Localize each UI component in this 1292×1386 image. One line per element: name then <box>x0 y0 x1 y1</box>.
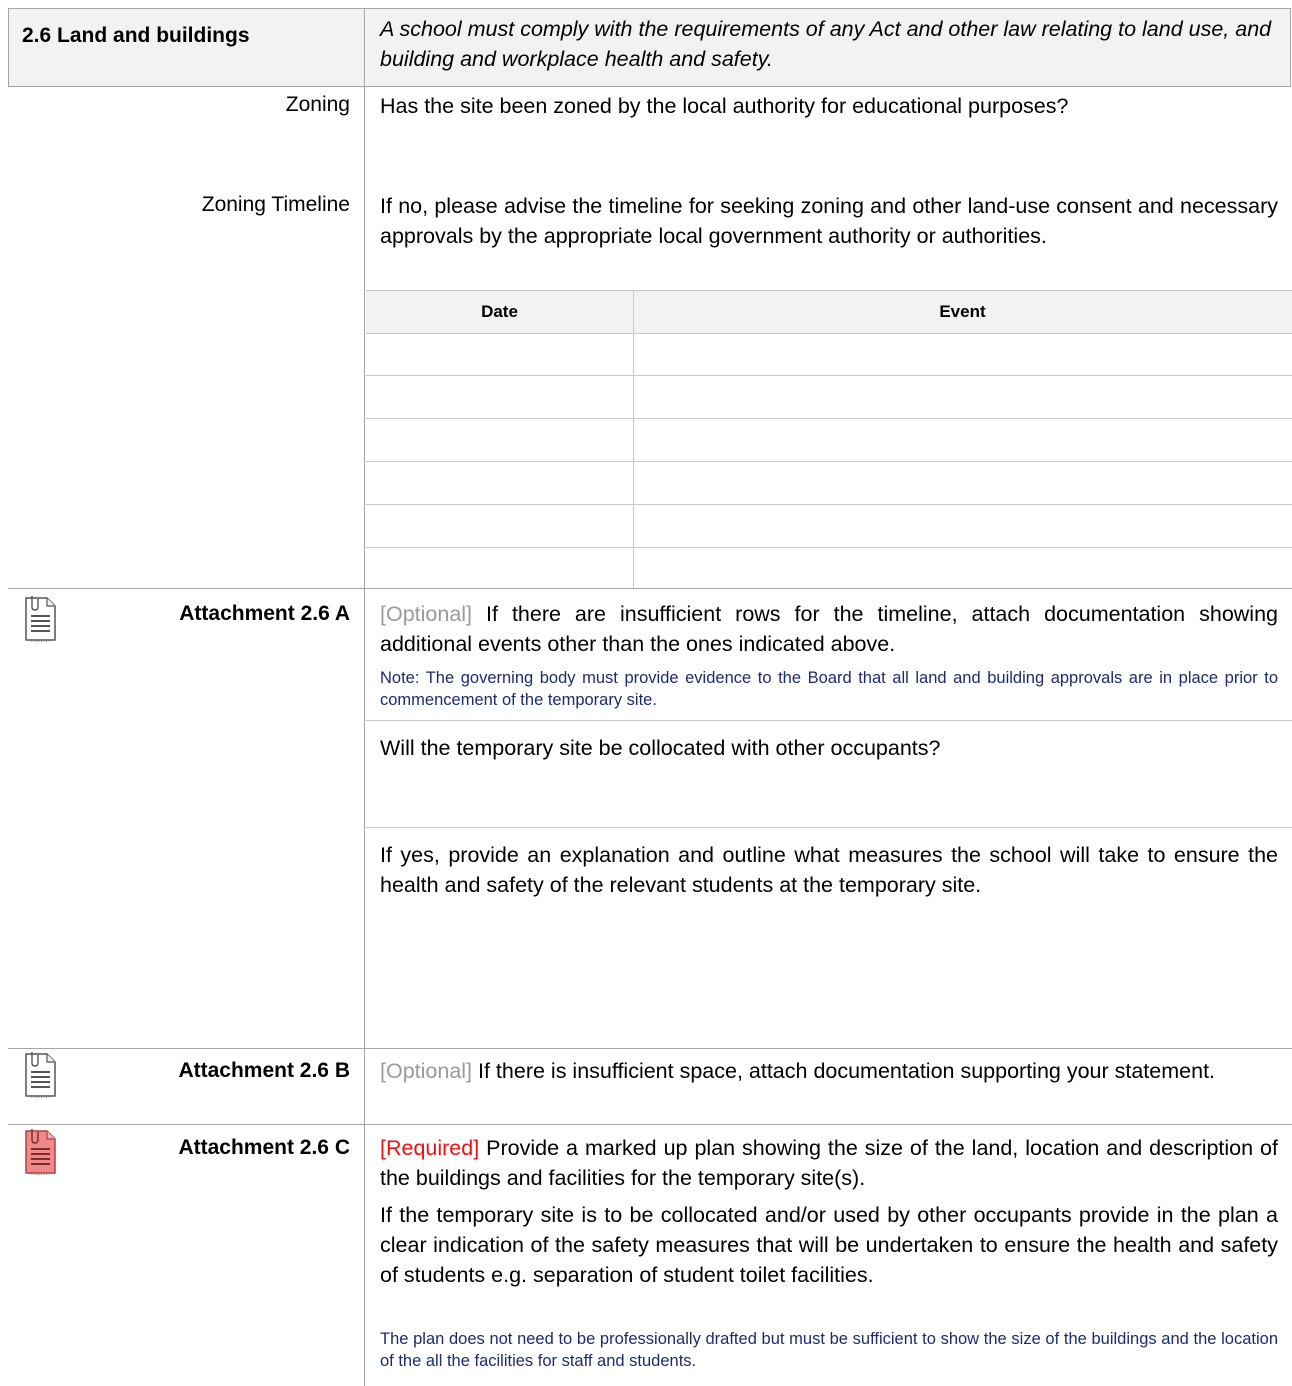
collocation-question: Will the temporary site be collocated with other occupants? <box>380 736 941 760</box>
table-row[interactable] <box>366 376 1292 419</box>
event-column-header: Event <box>939 302 986 321</box>
required-tag: [Required] <box>380 1136 480 1160</box>
collocation-answer-field[interactable] <box>366 770 1290 825</box>
zoning-timeline-question: If no, please advise the timeline for seeking zoning and other land-use consent and necessary approvals by the appropriate local government authority or authorities. <box>380 194 1278 248</box>
attachment-c-description: Provide a marked up plan showing the size of the land, location and description of the buildings and facilities for the temporary site(s). <box>380 1136 1278 1190</box>
section-intro: A school must comply with the requirements of any Act and other law relating to land use, and building and workplace health and safety. <box>380 17 1272 71</box>
table-row[interactable] <box>366 462 1292 505</box>
attachment-c-collocation-text: If the temporary site is to be collocated and/or used by other occupants provide in the plan a clear indication of the safety measures that will be undertaken to ensure the health and safety of students e.g. separation of student toilet facilities. <box>380 1203 1278 1287</box>
table-row[interactable] <box>366 419 1292 462</box>
attachment-a-text <box>380 599 1278 659</box>
collocation-bottom-border <box>366 827 1292 828</box>
attachment-b-label: Attachment 2.6 B <box>178 1059 350 1082</box>
date-column-header: Date <box>481 302 518 321</box>
table-row[interactable] <box>366 505 1292 548</box>
attachment-b-description: If there is insufficient space, attach documentation supporting your statement. <box>478 1059 1216 1083</box>
collocation-followup: If yes, provide an explanation and outline what measures the school will take to ensure the health and safety of the relevant students at the temporary site. <box>380 843 1278 897</box>
zoning-label: Zoning <box>285 93 350 116</box>
explanation-answer-field[interactable] <box>366 905 1290 1045</box>
zoning-answer-field[interactable] <box>366 126 1290 186</box>
attachment-c-text <box>380 1133 1278 1193</box>
timeline-header-row <box>366 291 1292 334</box>
table-row[interactable] <box>366 548 1292 589</box>
section-title: 2.6 Land and buildings <box>22 24 250 47</box>
attachment-a-note: Note: The governing body must provide evidence to the Board that all land and building approvals are in place prior to commencement of the temporary site. <box>380 669 1278 709</box>
optional-tag: [Optional] <box>380 1059 473 1083</box>
column-divider <box>364 8 365 1386</box>
explanation-bottom-border <box>8 1048 1292 1049</box>
attachment-c-label: Attachment 2.6 C <box>178 1136 350 1159</box>
attachment-a-bottom-border <box>366 720 1292 721</box>
zoning-timeline-label: Zoning Timeline <box>201 193 350 216</box>
timeline-bottom-border <box>8 588 1292 589</box>
attachment-b-text <box>380 1056 1278 1086</box>
attachment-a-label: Attachment 2.6 A <box>179 602 350 625</box>
table-row[interactable] <box>366 333 1292 376</box>
attachment-a-description: If there are insufficient rows for the timeline, attach documentation showing additional events other than the ones indicated above. <box>380 602 1278 656</box>
optional-tag: [Optional] <box>380 602 473 626</box>
timeline-table <box>366 290 1292 589</box>
zoning-question: Has the site been zoned by the local authority for educational purposes? <box>380 94 1069 118</box>
attachment-b-bottom-border <box>8 1124 1292 1125</box>
attachment-c-note: The plan does not need to be professionally drafted but must be sufficient to show the size of the buildings and the location of the all the facilities for staff and students. <box>380 1330 1278 1370</box>
